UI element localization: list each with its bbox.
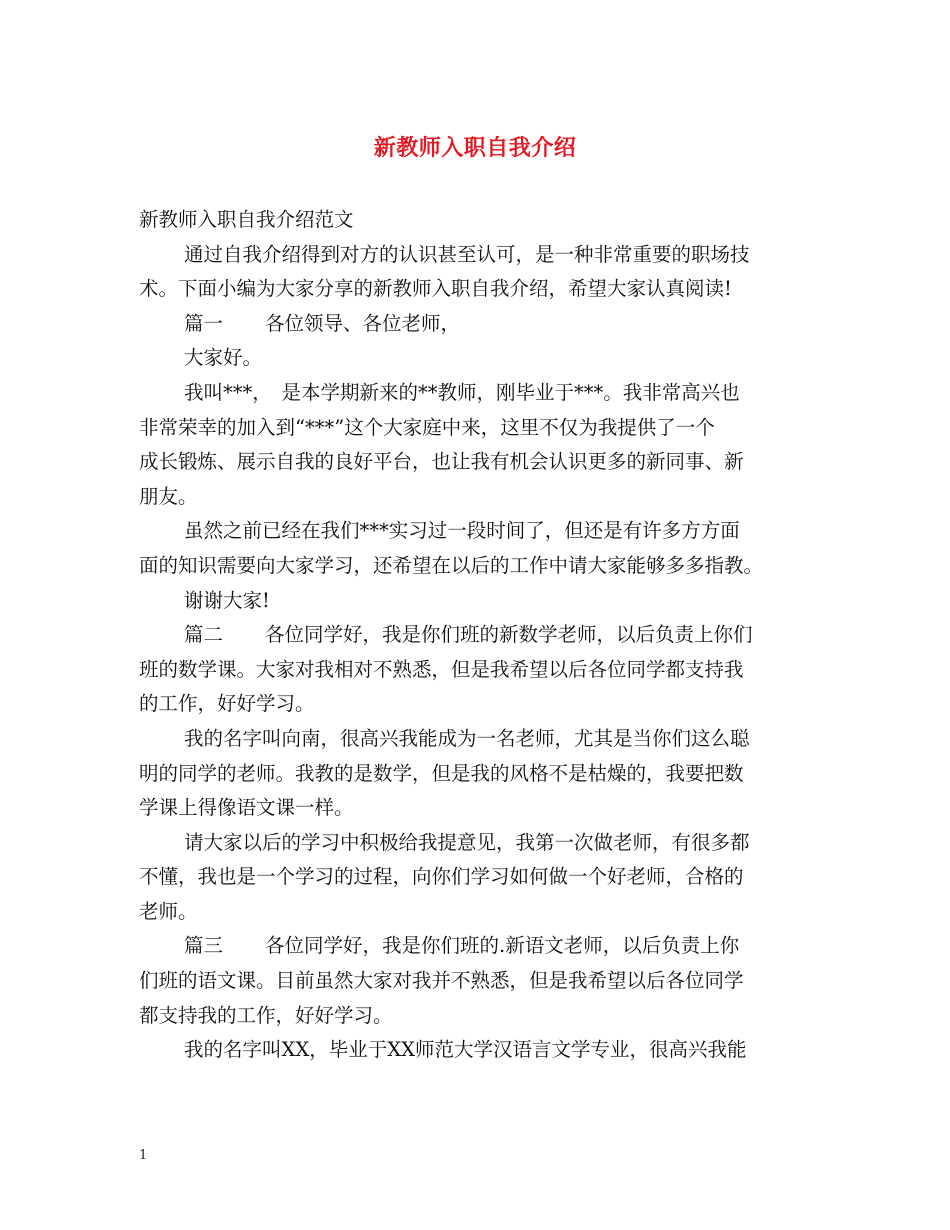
text-line	[139, 791, 819, 826]
text-line	[139, 514, 819, 549]
line-text: 不懂，我也是一个学习的过程，向你们学习如何做一个好老师，合格的	[139, 865, 744, 889]
text-line	[139, 618, 819, 653]
line-text: 新教师入职自我介绍范文	[139, 208, 354, 231]
section-label: 篇二	[184, 623, 224, 647]
document-body	[139, 203, 819, 1068]
text-line	[139, 203, 819, 238]
text-line	[139, 895, 819, 930]
text-line	[139, 964, 819, 999]
text-line	[139, 341, 819, 376]
text-line	[139, 860, 819, 895]
line-text: 通过自我介绍得到对方的认识甚至认可，是一种非常重要的职场技	[184, 242, 750, 266]
line-text: 朋友。	[139, 484, 198, 508]
line-text: 各位同学好，我是你们班的新数学老师，以后负责上你们	[265, 623, 753, 647]
line-text: 我叫***， 是本学期新来的**教师，刚毕业于***。我非常高兴也	[184, 380, 740, 404]
line-text: 学课上得像语文课一样。	[139, 796, 354, 820]
line-text: 的工作，好好学习。	[139, 692, 315, 716]
line-text: 各位同学好，我是你们班的.新语文老师，以后负责上你	[265, 934, 740, 958]
line-text: 虽然之前已经在我们***实习过一段时间了，但还是有许多方方面	[184, 519, 740, 543]
text-line	[139, 826, 819, 861]
text-line	[139, 584, 819, 619]
line-text: 面的知识需要向大家学习，还希望在以后的工作中请大家能够多多指教。	[139, 553, 764, 577]
text-line	[139, 238, 819, 273]
text-line	[139, 445, 819, 480]
text-line	[139, 272, 819, 307]
line-text: 我的名字叫XX，毕业于XX师范大学汉语言文学专业，很高兴我能	[184, 1038, 747, 1062]
text-line	[139, 687, 819, 722]
line-text: 老师。	[139, 899, 198, 923]
line-text: 我的名字叫向南，很高兴我能成为一名老师，尤其是当你们这么聪	[184, 726, 750, 750]
document-title: 新教师入职自我介绍	[373, 135, 577, 161]
line-text: 班的数学课。大家对我相对不熟悉，但是我希望以后各位同学都支持我	[139, 657, 744, 681]
text-line	[139, 1033, 819, 1068]
text-line	[139, 653, 819, 688]
line-text: 谢谢大家!	[184, 588, 270, 612]
line-text: 们班的语文课。目前虽然大家对我并不熟悉，但是我希望以后各位同学	[139, 969, 744, 993]
section-label: 篇三	[184, 934, 224, 958]
text-line	[139, 999, 819, 1034]
text-line	[139, 411, 819, 446]
text-line	[139, 929, 819, 964]
line-text: 各位领导、各位老师，	[265, 311, 461, 335]
line-text: 都支持我的工作，好好学习。	[139, 1003, 393, 1027]
line-text: 请大家以后的学习中积极给我提意见，我第一次做老师，有很多都	[184, 830, 750, 854]
text-line	[139, 549, 819, 584]
line-text: 非常荣幸的加入到“***”这个大家庭中来，这里不仅为我提供了一个	[139, 415, 715, 439]
text-line	[139, 307, 819, 342]
text-line	[139, 757, 819, 792]
text-line	[139, 722, 819, 757]
line-text: 成长锻炼、展示自我的良好平台，也让我有机会认识更多的新同事、新	[139, 450, 744, 474]
text-line	[139, 376, 819, 411]
page-number: 1	[139, 1148, 148, 1163]
section-label: 篇一	[184, 311, 224, 335]
line-text: 术。下面小编为大家分享的新教师入职自我介绍，希望大家认真阅读!	[139, 277, 732, 301]
text-line	[139, 480, 819, 515]
line-text: 明的同学的老师。我教的是数学，但是我的风格不是枯燥的，我要把数	[139, 761, 744, 785]
line-text: 大家好。	[184, 346, 263, 370]
